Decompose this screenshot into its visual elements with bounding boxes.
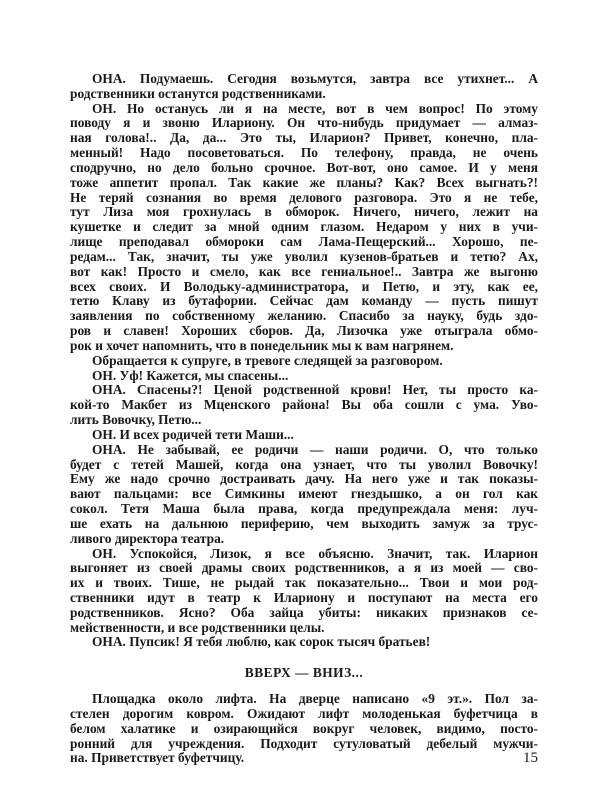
text-line: будет с тетей Машей, когда она узнает, что ты уволил Вовочку! (70, 456, 538, 472)
text-line: ОН. Но останусь ли я на месте, вот в чем вопрос! По этому (92, 100, 538, 116)
text-line: кушетке и следит за мной одним глазом. Недаром у них в учи- (70, 219, 538, 235)
page-number: 15 (523, 750, 538, 767)
text-line: ная голова!.. Да, да... Это ты, Иларион? Привет, конечно, пла- (70, 130, 538, 146)
text-line: кой-то Макбет из Мценского района! Вы оба сошли с ума. Уво- (70, 397, 538, 413)
paragraph (70, 383, 538, 427)
text-line: Обращается к супруге, в тревоге следящей за разговором. (92, 352, 443, 368)
paragraph (70, 354, 538, 369)
text-line: вают пальцами: все Симкины имеют гнездышко, а он гол как (70, 486, 538, 502)
text-line: всех своих. И Володьку-администратора, и Петю, и эту, как ее, (70, 278, 538, 294)
text-line: мейственности, и все родственники целы. (70, 619, 325, 635)
text-line: родственники останутся родственниками. (70, 85, 326, 101)
paragraph (70, 428, 538, 443)
paragraph (70, 369, 538, 384)
paragraph (70, 102, 538, 354)
scene-dialogue (70, 72, 538, 650)
text-line: на. Приветствует буфетчицу. (70, 750, 245, 766)
paragraph (70, 547, 538, 636)
text-line: тут Лиза моя грохнулась в обморок. Ничего, ничего, лежит на (70, 204, 538, 220)
text-line: Не теряй сознания во время делового разговора. Это я не тебе, (70, 189, 538, 205)
text-line: родственников. Ясно? Оба зайца убиты: никаких признаков се- (70, 604, 538, 620)
text-line: сподручно, но дело больно срочное. Вот-вот, оно самое. И у меня (70, 159, 538, 175)
text-line: их и твоих. Тише, не рыдай так показательно... Твои и мои род- (70, 575, 538, 591)
text-line: поводу я и звоню Илариону. Он что-нибудь придумает — алмаз- (70, 115, 538, 131)
text-line: редам... Так, значит, ты уже уволил кузенов-братьев и тетю? Ах, (70, 248, 538, 264)
text-line: ственники идут в театр к Илариону и поступают на места его (70, 589, 538, 605)
text-line: ронний для учреждения. Подходит сутуловатый дебелый мужчи- (70, 735, 538, 751)
text-line: ОН. Успокойся, Лизок, я все объясню. Значит, так. Иларион (92, 545, 538, 561)
paragraph (70, 635, 538, 650)
text-line: ОН. И всех родичей тети Маши... (92, 426, 294, 442)
scene-description (70, 692, 538, 766)
text-line: Площадка около лифта. На дверце написано «9 эт.». Пол за- (92, 691, 538, 707)
text-line: тетю Клаву из бутафории. Сейчас дам команду — пусть пишут (70, 293, 538, 309)
paragraph (70, 692, 538, 766)
paragraph (70, 443, 538, 547)
text-line: Ему же надо срочно достраивать дачу. На него уже и так показы- (70, 471, 538, 487)
text-line: ров и славен! Хороших сборов. Да, Лизочка уже отыграла обмо- (70, 323, 538, 339)
text-line: стелен дорогим ковром. Ожидают лифт молоденькая буфетчица в (70, 705, 538, 721)
text-line: ОНА. Спасены?! Ценой родственной крови! Нет, ты просто ка- (92, 382, 538, 398)
text-line: заявления по собственному желанию. Спасибо за науку, будь здо- (70, 308, 538, 324)
text-line: белом халатике и озирающийся вокруг человек, видимо, посто- (70, 720, 538, 736)
text-line: ОНА. Не забывай, ее родичи — наши родичи. О, что только (92, 441, 538, 457)
text-line: тоже аппетит пропал. Так какие же планы? Как? Всех выгнать?! (70, 174, 538, 190)
section-heading: ВВЕРХ — ВНИЗ... (244, 665, 364, 681)
page-body (70, 72, 538, 766)
text-line: ливого директора театра. (70, 530, 225, 546)
paragraph (70, 72, 538, 102)
text-line: ОН. Уф! Кажется, мы спасены... (92, 367, 289, 383)
text-line: ОНА. Подумаешь. Сегодня возьмутся, завтра все утихнет... А (92, 71, 538, 86)
text-line: менный! Надо посоветоваться. По телефону, правда, не очень (70, 145, 538, 161)
text-line: лить Вовочку, Петю... (70, 412, 202, 428)
text-line: рок и хочет напомнить, что в понедельник мы к вам нагрянем. (70, 337, 454, 353)
text-line: ше ехать на дальнюю периферию, чем выходить замуж за трус- (70, 515, 538, 531)
text-line: лище преподавал обмороки сам Лама-Пещерский... Хорошо, пе- (70, 234, 538, 250)
text-line: сокол. Тетя Маша была права, когда предупреждала меня: луч- (70, 501, 538, 517)
text-line: ОНА. Пупсик! Я тебя люблю, как сорок тысяч братьев! (92, 634, 431, 650)
text-line: выгоняет из своей драмы своих родственников, а я из моей — сво- (70, 560, 538, 576)
text-line: вот как! Просто и смело, как все гениальное!.. Завтра же выгоню (70, 263, 538, 279)
